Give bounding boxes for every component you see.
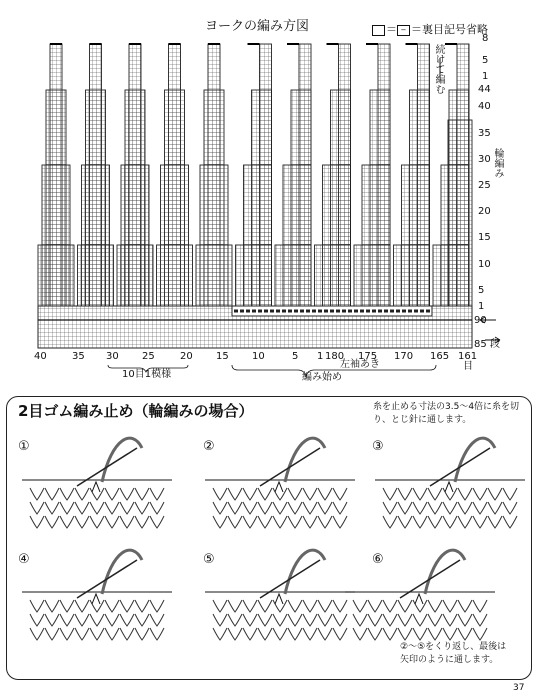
bind-off-step-illustration	[205, 550, 355, 640]
chart-column-step	[354, 245, 390, 306]
x-label: 180	[325, 351, 345, 362]
chart-column-step	[236, 245, 272, 306]
y-label: 1	[482, 71, 489, 82]
continue-annotation: 続けて編む	[433, 44, 444, 94]
y-label: 25	[478, 180, 491, 191]
chart-column-step	[315, 245, 351, 306]
note-top: 糸を止める寸法の3.5〜4倍に糸を切り、とじ針に通します。	[373, 402, 520, 425]
bind-off-illustrations	[0, 430, 539, 645]
x-label: 170	[394, 351, 414, 362]
y-label: 44	[478, 84, 491, 95]
start-label: 編み始め	[302, 372, 342, 383]
y-label: 5	[478, 285, 485, 296]
chart-column-step	[196, 245, 232, 306]
bind-off-step-illustration	[22, 438, 172, 528]
chart-title: ヨークの編み方図	[205, 19, 310, 34]
x-label: 35	[72, 351, 85, 362]
legend: ＝ − ＝裏目記号省略	[372, 24, 488, 36]
bind-off-step-illustration	[375, 438, 525, 528]
step-4-number: ④	[18, 552, 30, 567]
step-5-number: ⑤	[203, 552, 215, 567]
step-2-number: ②	[203, 439, 215, 454]
y-label: 15	[478, 232, 491, 243]
chart-column-step	[394, 245, 430, 306]
bind-off-step-illustration	[205, 438, 355, 528]
y-label: 10	[478, 259, 491, 270]
chart-column-step	[38, 245, 74, 306]
chart-column-step	[275, 245, 311, 306]
x-label: 165	[430, 351, 450, 362]
step-6-number: ⑥	[372, 552, 384, 567]
chart-column-step	[157, 245, 193, 306]
bind-off-step-illustration	[22, 550, 172, 640]
x-label: 20	[180, 351, 193, 362]
x-label: 30	[106, 351, 119, 362]
chart-column-step	[117, 245, 153, 306]
round-annotation: 輪編み	[492, 148, 503, 178]
rows-label: 段	[490, 339, 500, 350]
x-label: 25	[142, 351, 155, 362]
y-label: 1	[478, 301, 485, 312]
legend-symbol: −	[397, 25, 410, 36]
x-label: 15	[216, 351, 229, 362]
page-number: 37	[513, 683, 525, 693]
y-label: 20	[478, 206, 491, 217]
step-1-number: ①	[18, 439, 30, 454]
y-label: 90	[474, 315, 487, 326]
y-label: 8	[482, 33, 489, 44]
x-label: 5	[292, 351, 299, 362]
x-label: 175	[358, 351, 378, 362]
x-label: 10	[252, 351, 265, 362]
x-label: 161	[458, 351, 478, 362]
left-sleeve-label: 左袖あき	[340, 359, 380, 370]
section-title: 2目ゴム編み止め（輪編みの場合）	[18, 402, 254, 420]
y-label: 5	[482, 55, 489, 66]
stitches-label: 目	[463, 361, 473, 372]
x-label: 1	[317, 351, 324, 362]
x-label: 40	[34, 351, 47, 362]
y-label: 85	[474, 339, 487, 350]
bind-off-step-illustration	[345, 550, 495, 640]
note-bottom: ②〜⑤をくり返し、最後は矢印のように通します。	[400, 642, 507, 665]
pattern-label: 10目1模様	[122, 369, 172, 380]
chart-column-step	[78, 245, 114, 306]
legend-text: ＝裏目記号省略	[411, 23, 488, 36]
chart-column-step	[448, 120, 472, 306]
step-3-number: ③	[372, 439, 384, 454]
y-label: 30	[478, 154, 491, 165]
y-label: 35	[478, 128, 491, 139]
y-label: 40	[478, 101, 491, 112]
